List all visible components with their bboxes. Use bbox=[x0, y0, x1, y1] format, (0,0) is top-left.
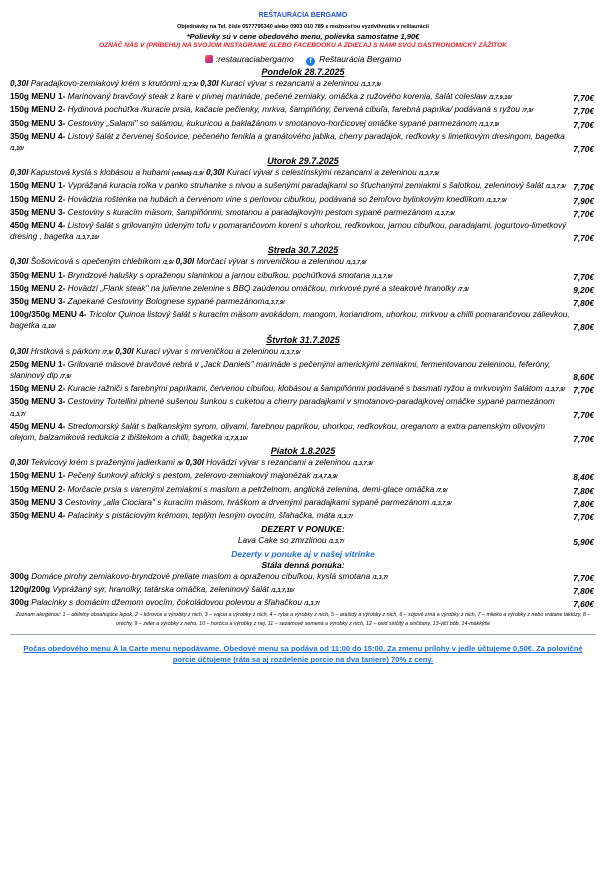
day-title: Piatok 1.8.2025 bbox=[270, 446, 336, 457]
restaurant-title: REŠTAURÁCIA BERGAMO bbox=[258, 12, 348, 19]
day-title: Streda 30.7.2025 bbox=[267, 245, 339, 256]
menu-price: 7,70€ bbox=[573, 182, 594, 193]
menu-description: Morčacie prsia s varenými zemiakmi s maslom a petrželnom, anglická zelenina, demi-glace omáčka bbox=[67, 483, 437, 494]
menu-price: 7,70€ bbox=[573, 409, 594, 420]
standing-price: 7,80€ bbox=[573, 585, 594, 596]
menu-label: 450g MENU 4- bbox=[10, 220, 68, 231]
menu-item bbox=[0, 484, 606, 497]
menu-label: 350g MENU 3 bbox=[10, 496, 65, 507]
allergens: /1,10/ bbox=[10, 146, 24, 153]
instagram-icon bbox=[205, 55, 213, 63]
menu-description: Cestoviny „Salami" so salámou, kukuricou a baklažánom v smotanovo-horčicovej omáčke sypané parmezánom bbox=[67, 117, 480, 128]
dessert-section bbox=[0, 524, 606, 559]
menu-price: 7,80€ bbox=[573, 298, 594, 309]
menu-label: 350g MENU 1- bbox=[10, 269, 68, 280]
menu-description: Tricolor Quinoa listový šalát s kuracím mäsom avokádom, mangom, koriandrom, uhorkou, mrkvou a chilli pomarančovou zálievkou, bagetka bbox=[10, 309, 570, 331]
soup-price-note: *Polievky sú v cene obedového menu, polievka samostatne 1,90€ bbox=[186, 32, 420, 41]
menu-price: 7,70€ bbox=[573, 233, 594, 244]
menu-description: Pečený šunkový africký s pestom, zelerovo-zemiakový majonézak bbox=[67, 470, 313, 481]
header bbox=[0, 12, 606, 66]
standing-item bbox=[0, 571, 606, 584]
menu-label: 150g MENU 2- bbox=[10, 193, 68, 204]
menu-price: 7,70€ bbox=[573, 119, 594, 130]
standing-item bbox=[0, 597, 606, 610]
allergens: /1,3,7/ bbox=[304, 600, 320, 607]
menu-item bbox=[0, 270, 606, 283]
daily-menu bbox=[0, 67, 606, 523]
menu-label: 350g MENU 3- bbox=[10, 296, 68, 307]
menu-description: Palacinky s pistáciovým krémom, teplým lesným ovocím, šľahačka, máta bbox=[67, 510, 338, 521]
menu-item bbox=[0, 510, 606, 523]
menu-item bbox=[0, 91, 606, 104]
menu-item bbox=[0, 396, 606, 420]
allergens: /7,9/ bbox=[436, 487, 448, 494]
allergens: /1,7,8,10/ bbox=[224, 436, 248, 443]
menu-item bbox=[0, 207, 606, 220]
menu-item bbox=[0, 383, 606, 396]
allergens: /1,3,7/ bbox=[372, 574, 388, 581]
standing-description: Domáce pirohy zemiakovo-bryndzové preliate maslom a opraženou cibuľkou, kyslá smotana bbox=[31, 570, 373, 581]
menu-price: 7,80€ bbox=[573, 322, 594, 333]
standing-price: 7,70€ bbox=[573, 572, 594, 583]
soup-line: 0,30l Kapustová kyslá s klobásou a hubami (chlieb) /1,9/ 0,30l Kurací vývar s celestínskými rezancami a zeleninou /1,3,7,9/ bbox=[10, 167, 439, 178]
standing-weight: 300g bbox=[10, 570, 32, 581]
menu-item bbox=[0, 194, 606, 207]
menu-price: 7,90€ bbox=[573, 195, 594, 206]
menu-item bbox=[0, 131, 606, 155]
menu-item bbox=[0, 421, 606, 445]
menu-label: 450g MENU 4- bbox=[10, 420, 68, 431]
menu-label: 350g MENU 3- bbox=[10, 206, 68, 217]
menu-price: 9,20€ bbox=[573, 284, 594, 295]
menu-price: 8,60€ bbox=[573, 372, 594, 383]
day-title: Utorok 29.7.2025 bbox=[267, 156, 339, 167]
social-links bbox=[0, 54, 606, 66]
menu-item bbox=[0, 296, 606, 309]
menu-item bbox=[0, 283, 606, 296]
menu-description: Bryndzové halušky s opraženou slaninkou a jarnou cibuľkou, pochúťková smotana bbox=[67, 269, 373, 280]
standing-offer bbox=[0, 560, 606, 611]
dessert-note: Dezerty v ponuke aj v našej vitrínke bbox=[231, 548, 375, 559]
menu-description: Zapekané Cestoviny Bolognese sypané parmezánom bbox=[67, 296, 265, 307]
soup-line: 0,30l Hrstková s párkom /7,9/ 0,30l Kurací vývar s mrveničkou a zeleninou /1,3,7,9/ bbox=[10, 345, 301, 356]
standing-title: Stála denná ponuka: bbox=[261, 559, 345, 570]
menu-description: Hovädzí „Flank steak" na julienne zelenine s BBQ zaúdenou omáčkou, mrkvové pyré a steakové hranolky bbox=[67, 282, 458, 293]
order-info: Objednávky na Tel. čísle 0577795340 alebo 0903 010 789 s možnosťou vyzdvihnutia v reštaurácii bbox=[177, 24, 429, 30]
menu-price: 7,70€ bbox=[573, 106, 594, 117]
menu-price: 7,70€ bbox=[573, 271, 594, 282]
soup-line: 0,30l Šošovicová s opečeným chlebíkom /1,9/ 0,30l Morčací vývar s mrveničkou a zeleninou /1,3,7,9/ bbox=[10, 256, 367, 267]
soup-line: 0,30l Paradajkovo-zemiakový krém s krutónmi /1,7,9/ 0,30l Kurací vývar s rezancami a zeleninou /1,3,7,9/ bbox=[10, 78, 381, 88]
allergens: /1,3,7,9/ bbox=[479, 121, 500, 128]
soup-line: 0,30l Tekvicový krém s praženými jadierkami /9/ 0,30l Hovädzí vývar s rezancami a zeleninou /1,3,7,9/ bbox=[10, 457, 373, 468]
dessert-item: Lava Cake so zmrzlinou /1,3,7/ 5,90€ bbox=[237, 535, 594, 548]
menu-label: 350g MENU 4- bbox=[10, 510, 68, 521]
menu-label: 100g/350g MENU 4- bbox=[10, 309, 89, 320]
allergens: /1,3,7,9/ bbox=[264, 300, 285, 307]
menu-label: 350g MENU 3- bbox=[10, 396, 68, 407]
allergens: /1,3,7,9/ bbox=[544, 387, 565, 394]
menu-item bbox=[0, 104, 606, 117]
menu-description: Kuracie ražniči s farebnými paprikami, červenou cibuľou, klobásou a šampiňónmi podávané s basmati ryžou a mrkvovým šalátom bbox=[67, 383, 545, 394]
allergens: /7,9/ bbox=[60, 374, 71, 381]
allergens: /1,3,7/ bbox=[10, 411, 26, 418]
menu-price: 7,70€ bbox=[573, 512, 594, 523]
menu-label: 350g MENU 3- bbox=[10, 117, 68, 128]
menu-label: 150g MENU 1- bbox=[10, 180, 68, 191]
menu-page bbox=[0, 12, 606, 869]
menu-item bbox=[0, 220, 606, 244]
menu-description: Hydinová pochúťka /kuracie prsia, kačacie pečienky, mrkva, šampiňóny, červená cibuľa, farebná paprika/ podávaná s ryžou bbox=[67, 104, 523, 115]
menu-label: 150g MENU 2- bbox=[10, 483, 68, 494]
menu-description: Cestoviny s kuracím mäsom, šampiňónmi, smotanou a paradajkovým pestom sypané parmezánom bbox=[67, 206, 435, 217]
menu-item bbox=[0, 497, 606, 510]
allergens: /1,3,7,9/ bbox=[434, 210, 455, 217]
menu-item bbox=[0, 470, 606, 483]
standing-description: Vyprážaný syr, hranolky, tatárska omáčka, zeleninový šalát bbox=[52, 583, 272, 594]
menu-price: 7,70€ bbox=[573, 434, 594, 445]
instagram-handle[interactable]: :restauraciabergamo bbox=[215, 54, 294, 64]
facebook-icon: f bbox=[306, 57, 315, 66]
standing-price: 7,60€ bbox=[573, 598, 594, 609]
allergens: /1,3,7,9/ bbox=[431, 500, 452, 507]
menu-item bbox=[0, 118, 606, 131]
menu-label: 150g MENU 1- bbox=[10, 91, 68, 102]
facebook-page[interactable]: Reštaurácia Bergamo bbox=[319, 54, 402, 64]
footer-note: Počas obedového menu À la Carte menu nepodávame. Obedové menu sa podáva od 11:00 do 15:00. Za zmenu prílohy v jedle účtujeme 0,50€. Za polovičné porcie účtujeme (ráta sa aj rozdelenie porcie na dva taniere) 70% z ceny. bbox=[23, 644, 583, 665]
allergens: /1,3,7,9/ bbox=[372, 273, 393, 280]
allergens: /7,9/ bbox=[457, 286, 469, 293]
menu-label: 150g MENU 2- bbox=[10, 383, 68, 394]
social-tag-note: OZNAČ NÁS V (PRÍBEHU) NA SVOJOM INSTAGRAME ALEBO FACEBOOKU A ZDIEĽAJ S NAMI SVOJ GASTRONOMICKÝ ZÁŽITOK bbox=[99, 42, 507, 49]
menu-price: 7,70€ bbox=[573, 385, 594, 396]
menu-price: 7,70€ bbox=[573, 208, 594, 219]
menu-price: 7,70€ bbox=[573, 93, 594, 104]
menu-item bbox=[0, 309, 606, 333]
standing-weight: 120g/200g bbox=[10, 583, 53, 594]
allergens: /1,3,7,9/ bbox=[486, 197, 507, 204]
menu-price: 7,70€ bbox=[573, 144, 594, 155]
allergens: /1,3,7/ bbox=[337, 514, 353, 521]
menu-label: 150g MENU 1- bbox=[10, 470, 68, 481]
menu-description: Cestoviny Tortellini plnené sušenou šunkou s cuketou a cherry paradajkami v smotanovo-paradajkovej omáčke sypané parmezánom bbox=[67, 396, 555, 407]
day-title: Štvrtok 31.7.2025 bbox=[266, 334, 340, 345]
allergens: /7,9/ bbox=[522, 108, 533, 115]
divider bbox=[10, 634, 596, 635]
day-title: Pondelok 28.7.2025 bbox=[261, 67, 345, 77]
allergens: /1,10/ bbox=[41, 324, 56, 331]
allergens: /3,4,7,8,9/ bbox=[312, 474, 338, 481]
menu-description: Hovädzia roštenka na hubách a červenom víne s perlovou cibuľkou, podávaná so žemľovo bylinkovým knedlíkom bbox=[67, 193, 487, 204]
menu-label: 150g MENU 2- bbox=[10, 282, 68, 293]
allergens: /1,3,7,9/ bbox=[545, 184, 566, 191]
menu-item bbox=[0, 180, 606, 193]
standing-weight: 300g bbox=[10, 596, 32, 607]
dessert-title: DEZERT V PONUKE: bbox=[261, 524, 345, 535]
standing-description: Palacinky s domácim džemom ovocím, čokoládovou polevou a šľahačkou bbox=[31, 596, 305, 607]
menu-description: Grilované mäsové bravčové rebrá v „Jack Daniels" marináde s pečenými americkými zemiakmi, fermentovanou zeleninou, feferóny, slaninový dip bbox=[10, 358, 551, 381]
menu-price: 7,80€ bbox=[573, 485, 594, 496]
menu-description: Stredomorský šalát s balkanským syrom, olivami, farebnou paprikou, uhorkou, reďkovkou, oreganom a extra panenským olivovým olejom, balzamiková redukcia z ibištekom a chilli, bagetka bbox=[10, 420, 546, 443]
menu-description: Vyprážaná kuracia rolka v panko struhanke s nivou a sušenými paradajkami so šťuchanými zemiakmi s šalotkou, zeleninový šalát bbox=[67, 180, 546, 191]
menu-label: 250g MENU 1- bbox=[10, 358, 68, 369]
allergen-legend: Zoznam alergénov: 1 – obilniny obsahujúce lepok, 2 – kôrovce a výrobky z nich, 3 – vajcia a výrobky z nich, 4 – ryba a výrobky z nich, 5 – arašidy a výrobky z nich, 6 – sójové zrná a výrobky z nich, 7 – mlieko a výrobky z nebo vrátane laktózy, 8 – orechy, 9 – zeler a výrobky z neho, 10 – horčica a výrobky z nej, 11 – sezamové semená a výrobky z nich, 12 – oxid siričitý a siričitany, 13-vlčí bôb, 14-mäkkýše bbox=[15, 612, 591, 627]
menu-description: Marinovaný bravčový steak z kare v pivnej marináde, pečené zemiaky, omáčka z ružového korenia, šalát coleslaw bbox=[67, 91, 489, 102]
menu-label: 150g MENU 2- bbox=[10, 104, 68, 115]
menu-description: Listový šalát s grilovaným údeným tofu v pomarančovom korení s uhorkou, reďkovkou, jarnou cibuľkou, paradajami, jogurtovo-limetkový dresing , bagetka bbox=[10, 220, 567, 242]
allergens: /3,7,9,10/ bbox=[488, 95, 512, 102]
allergens: /1,3,7,10/ bbox=[75, 235, 99, 242]
menu-price: 8,40€ bbox=[573, 472, 594, 483]
standing-item bbox=[0, 584, 606, 597]
menu-label: 350g MENU 4- bbox=[10, 130, 68, 141]
menu-price: 7,80€ bbox=[573, 498, 594, 509]
menu-description: Cestoviny „alla Ciociara" s kuracím mäsom, hráškom a drvenými paradajkami sypané parmezánom bbox=[64, 496, 432, 507]
allergens: /1,3,7,10/ bbox=[271, 587, 295, 594]
menu-item bbox=[0, 359, 606, 383]
dessert-price: 5,90€ bbox=[573, 537, 594, 548]
menu-description: Listový šalát z červenej šošovice, pečeného fenikla a granátového jablka, cherry paradajok, reďkovky s limetkovým dresingom, bagetka bbox=[67, 130, 565, 141]
standing-list bbox=[0, 571, 606, 611]
